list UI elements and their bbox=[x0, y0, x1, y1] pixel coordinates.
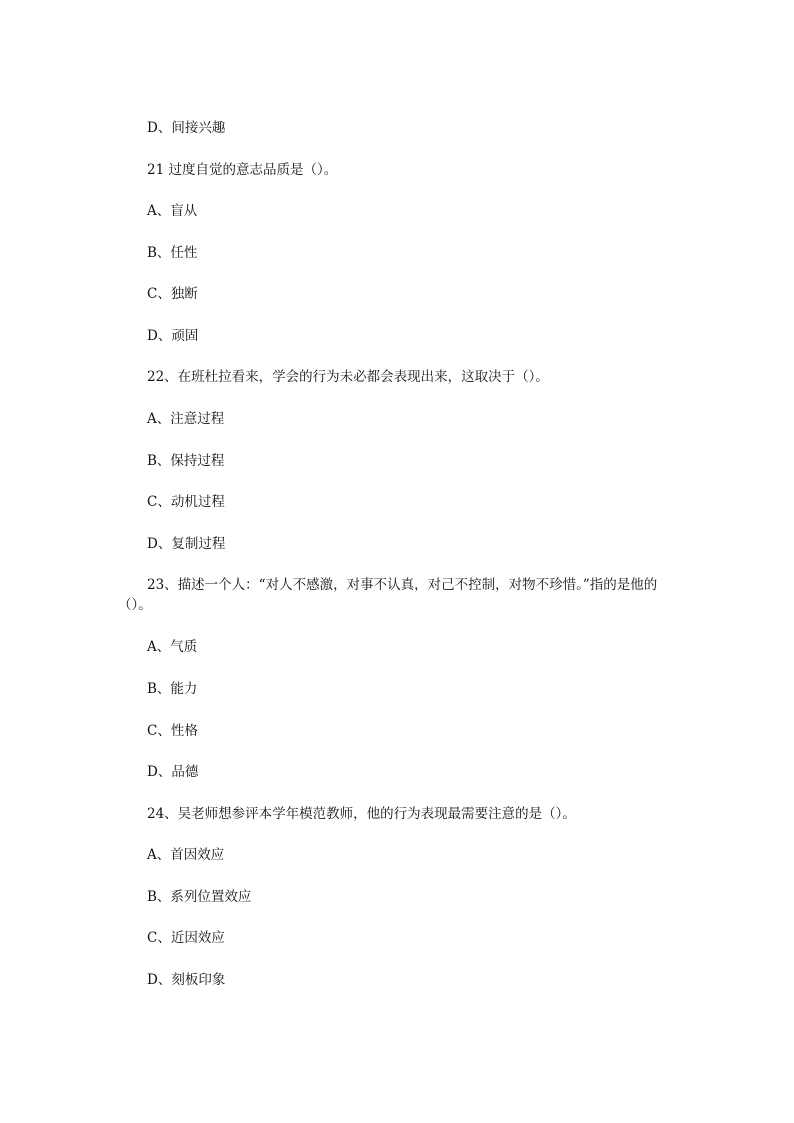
q24-option-d: D、刻板印象 bbox=[147, 972, 226, 988]
q22-stem: 22、在班杜拉看来，学会的行为未必都会表现出来，这取决于（）。 bbox=[147, 369, 549, 385]
q24-option-c: C、近因效应 bbox=[147, 930, 225, 946]
q21-stem: 21 过度自觉的意志品质是（）。 bbox=[147, 162, 338, 178]
q24-option-a: A、首因效应 bbox=[147, 847, 225, 863]
q23-option-c: C、性格 bbox=[147, 723, 198, 739]
q22-option-d: D、复制过程 bbox=[147, 536, 226, 552]
q23-option-d: D、品德 bbox=[147, 764, 199, 780]
q22-option-a: A、注意过程 bbox=[147, 411, 225, 427]
q21-option-a: A、盲从 bbox=[147, 203, 198, 219]
q22-option-b: B、保持过程 bbox=[147, 453, 225, 469]
q24-option-b: B、系列位置效应 bbox=[147, 889, 252, 905]
q21-option-c: C、独断 bbox=[147, 286, 198, 302]
q23-option-a: A、气质 bbox=[147, 639, 198, 655]
q23-option-b: B、能力 bbox=[147, 681, 198, 697]
q21-option-d: D、顽固 bbox=[147, 328, 199, 344]
q20-option-d: D、间接兴趣 bbox=[147, 120, 226, 136]
q23-stem: 23、描述一个人：“对人不感激，对事不认真，对己不控制，对物不珍惜。”指的是他的（）。 bbox=[118, 577, 658, 613]
q21-option-b: B、任性 bbox=[147, 245, 198, 261]
q22-option-c: C、动机过程 bbox=[147, 494, 225, 510]
q24-stem: 24、吴老师想参评本学年模范教师，他的行为表现最需要注意的是（）。 bbox=[147, 806, 576, 822]
